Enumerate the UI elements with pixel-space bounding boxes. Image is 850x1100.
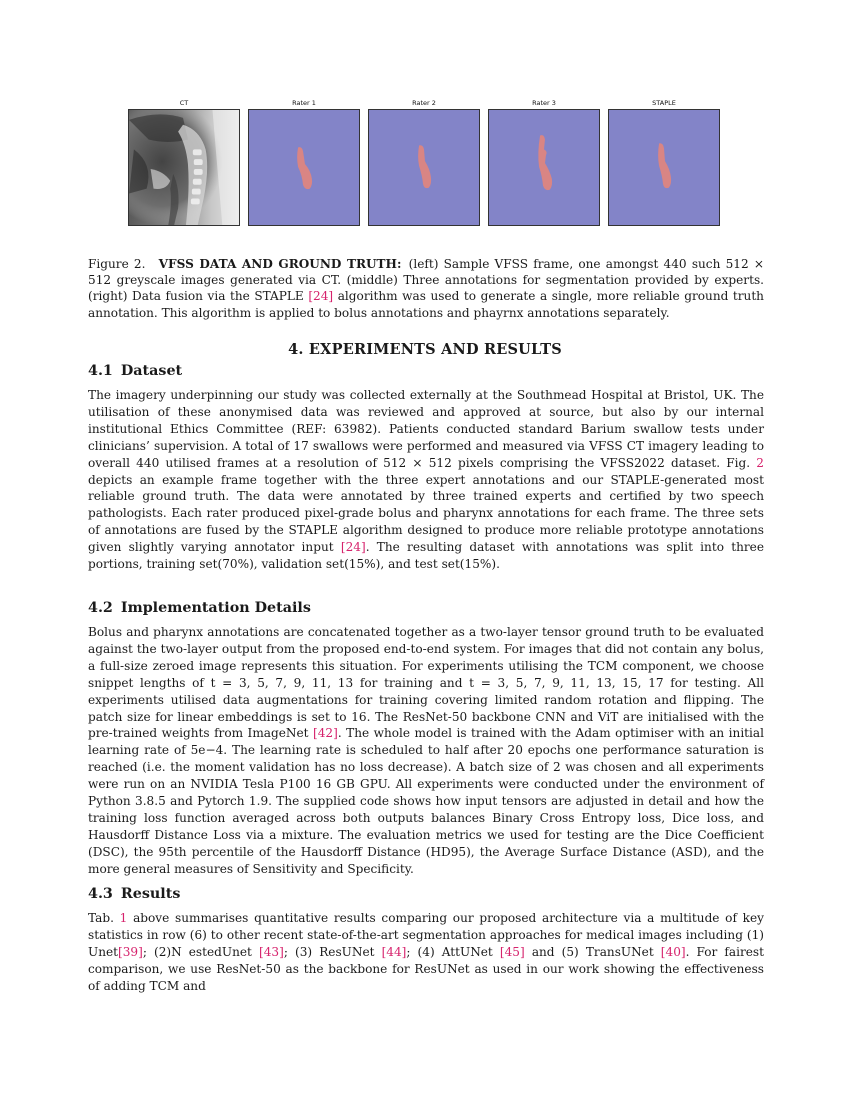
caption-text: (left) Sample VFSS frame, one amongst 440 such 512 × 512 greyscale images generated via CT. (middle) Three annotations for segmentation provided by experts. (right) Data fusion via the STAPLE: [88, 257, 764, 304]
section-number: 4.: [288, 341, 304, 358]
paragraph-results: [88, 910, 764, 995]
panel-title: Rater 3: [532, 99, 556, 107]
panel-title: STAPLE: [652, 99, 676, 107]
mask-image: [368, 109, 480, 226]
paragraph-text: . The whole model is trained with the Adam optimiser with an initial learning rate of 5e−4. The learning rate is scheduled to half after 20 epochs one performance saturation is reached (i.e. the moment validation has no loss decrease). A batch size of 2 was chosen and all experiments were run on an NVIDIA Tesla P100 16 GB GPU. All experiments were conducted under the environment of Python 3.8.5 and Pytorch 1.9. The supplied code shows how input tensors are adjusted in detail and how the training loss function averaged across both outputs balances Binary Cross Entropy loss, Dice loss, and Hausdorff Distance Loss via a mixture. The evaluation metrics we used for testing are the Dice Coefficient (DSC), the 95th percentile of the Hausdorff Distance (HD95), the Average Surface Distance (ASD), and the more general measures of Sensitivity and Specificity.: [88, 726, 764, 876]
citation-link[interactable]: [42]: [312, 726, 338, 741]
figure-2: [128, 98, 722, 228]
paragraph-text: depicts an example frame together with the three expert annotations and our STAPLE-generated most reliable ground truth. The data were annotated by three trained experts and certified by two speech pathologists. Each rater produced pixel-grade bolus and pharynx annotations for each frame. The three sets of annotations are fused by the STAPLE algorithm designed to produce more reliable prototype annotations given slightly varying annotator input: [88, 472, 764, 555]
citation-link[interactable]: [39]: [118, 944, 143, 959]
figure-caption: [88, 256, 764, 321]
caption-label: Figure 2.: [88, 257, 146, 271]
citation-link[interactable]: [45]: [499, 944, 525, 959]
subsection-heading-implementation: [88, 600, 311, 616]
subsection-heading-results: [88, 886, 180, 902]
subsection-title: Implementation Details: [120, 600, 311, 616]
citation-link[interactable]: [44]: [381, 944, 407, 959]
subsection-title: Results: [120, 886, 181, 902]
paragraph-text: ; (4) AttUNet: [406, 944, 493, 959]
paragraph-implementation: [88, 624, 764, 878]
paragraph-text: ; (3) ResUNet: [283, 944, 375, 959]
paragraph-text: Bolus and pharynx annotations are concatenated together as a two-layer tensor ground truth to be evaluated against the two-layer output from the proposed end-to-end system. For images that did not contain any bolus, a full-size zeroed image represents this situation. For experiments utilising the TCM component, we choose snippet lengths of t = 3, 5, 7, 9, 11, 13 for training and t = 3, 5, 7, 9, 11, 13, 15, 17 for testing. All experiments utilised data augmentations for training covering limited random rotation and flipping. The patch size for linear embeddings is set to 16. The ResNet-50 backbone CNN and ViT are initialised with the pre-trained weights from ImageNet: [88, 625, 764, 741]
mask-image: [248, 109, 360, 226]
citation-link[interactable]: [43]: [259, 944, 284, 959]
subsection-number: 4.1: [88, 363, 113, 379]
figure-panel-ct: [128, 98, 240, 226]
figure-ref-link[interactable]: 2: [756, 455, 764, 470]
panel-title: CT: [179, 99, 189, 107]
paragraph-text: The imagery underpinning our study was collected externally at the Southmead Hospital at Bristol, UK. The utilisation of these anonymised data was reviewed and approved at source, but also by our internal institutional Ethics Committee (REF: 63982). Patients conducted standard Barium swallow tests under clinicians’ supervision. A total of 17 swallows were performed and measured via VFSS CT imagery leading to overall 440 utilised frames at a resolution of 512 × 512 pixels comprising the VFSS2022 dataset. Fig.: [88, 388, 764, 470]
paragraph-text: Tab.: [88, 911, 114, 925]
table-ref-link[interactable]: 1: [119, 911, 128, 925]
caption-text: algorithm was used to generate a single, more reliable ground truth annotation. This algorithm is applied to bolus annotations and phayrnx annotations separately.: [88, 289, 764, 320]
mask-image: [608, 109, 720, 226]
figure-panel-rater-3: [488, 98, 600, 226]
subsection-number: 4.2: [88, 600, 113, 616]
figure-panel-rater-2: [368, 98, 480, 226]
paragraph-text: ; (2)N estedUnet: [142, 944, 252, 959]
panel-title: Rater 1: [292, 99, 316, 107]
paragraph-text: and (5) TransUNet: [531, 944, 654, 959]
figure-panel-rater-1: [248, 98, 360, 226]
subsection-number: 4.3: [88, 886, 113, 902]
panel-title: Rater 2: [412, 99, 436, 107]
subsection-title: Dataset: [120, 363, 183, 379]
paragraph-text: . The resulting dataset with annotations was split into three portions, training set(70%), validation set(15%), and test set(15%).: [88, 540, 764, 572]
citation-link[interactable]: [40]: [660, 944, 686, 959]
figure-panel-staple: [608, 98, 720, 226]
caption-title: VFSS DATA AND GROUND TRUTH:: [158, 257, 402, 271]
citation-link[interactable]: [24]: [308, 289, 334, 304]
paragraph-text: . For fairest comparison, we use ResNet-50 as the backbone for ResUNet as used in our work showing the effectiveness of adding TCM and: [88, 944, 764, 993]
ct-image: [128, 109, 240, 226]
section-title: [0, 341, 850, 358]
paragraph-dataset: [88, 387, 764, 573]
mask-image: [488, 109, 600, 226]
section-title-text: EXPERIMENTS AND RESULTS: [308, 341, 562, 358]
paragraph-text: above summarises quantitative results comparing our proposed architecture via a multitude of key statistics in row (6) to other recent state-of-the-art segmentation approaches for medical images including (1) Unet: [88, 911, 764, 959]
citation-link[interactable]: [24]: [340, 540, 366, 555]
subsection-heading-dataset: [88, 363, 182, 379]
